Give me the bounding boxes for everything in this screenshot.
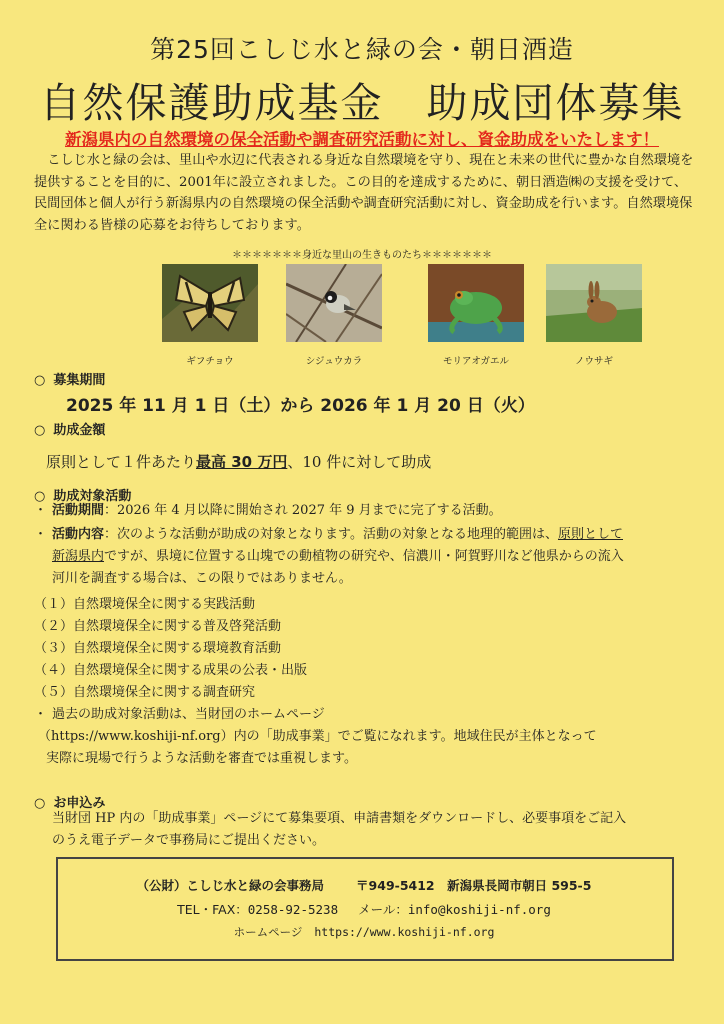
apply-text: 当財団 HP 内の「助成事業」ページにて募集要項、申請書類をダウンロードし、必要事項をご記入 [52, 811, 627, 826]
photo-caption: シジュウカラ [305, 356, 363, 367]
past-text-cont: 実際に現場で行うような活動を審査では重視します。 [46, 751, 357, 766]
activity-item: （４）自然環境保全に関する成果の公表・出版 [34, 663, 308, 678]
page-title: 自然保護助成基金 助成団体募集 [39, 79, 685, 127]
activity-content-label: 活動内容 [52, 527, 105, 542]
mail-link[interactable]: info@koshiji-nf.org [407, 902, 551, 917]
period-value: 2025 年 11 月 1 日（土）から 2026 年 1 月 20 日（火） [66, 396, 535, 416]
contact-line-org [56, 876, 672, 894]
bullet-dot: ・ [34, 527, 48, 542]
photo-caption: ノウサギ [574, 356, 613, 367]
amount-text-pre: 原則として１件あたり [46, 453, 197, 471]
photo-forest-green-tree-frog [428, 264, 524, 342]
mail-label: メール： [358, 902, 408, 917]
photo-japanese-hare [546, 264, 642, 342]
activity-content-line [34, 524, 694, 546]
section-heading-amount [34, 419, 105, 438]
activity-item: （１）自然環境保全に関する実践活動 [34, 597, 256, 612]
supertitle: 第25回こしじ水と緑の会・朝日酒造 [150, 35, 574, 64]
activity-content-cont [52, 546, 692, 568]
heading-text: お申込み [53, 796, 106, 811]
underlined-text: 原則として [557, 527, 623, 542]
amount-text-post: 、10 件に対して助成 [287, 453, 432, 471]
photo-caption: モリアオガエル [442, 356, 510, 367]
homepage-link[interactable]: https://www.koshiji-nf.org [314, 925, 495, 939]
section-heading-period [34, 369, 105, 388]
hp-label: ホームページ [233, 925, 303, 939]
amount-max: 最高 30 万円 [196, 453, 288, 471]
past-text: 過去の助成対象活動は、当財団のホームページ [52, 707, 325, 722]
underlined-text: 新潟県内 [52, 549, 105, 564]
activity-item: （３）自然環境保全に関する環境教育活動 [34, 641, 282, 656]
activity-period-line [34, 500, 694, 522]
photo-great-tit [286, 264, 382, 342]
bullet-dot: ・ [34, 503, 48, 518]
circle-bullet: ○ [34, 423, 46, 438]
apply-text: のうえ電子データで事務局にご提出ください。 [52, 833, 326, 848]
activity-content-text: ですが、県境に位置する山塊での動植物の研究や、信濃川・阿賀野川など他県からの流入 [104, 549, 624, 564]
circle-bullet: ○ [34, 489, 46, 504]
activity-period-text: ：2026 年 4 月以降に開始され 2027 年 9 月までに完了する活動。 [104, 503, 502, 518]
circle-bullet: ○ [34, 796, 46, 811]
activity-period-label: 活動期間 [52, 503, 105, 518]
tagline: 新潟県内の自然環境の保全活動や調査研究活動に対し、資金助成をいたします！ [65, 130, 659, 149]
contact-org: （公財）こしじ水と緑の会事務局 [136, 878, 325, 893]
past-activities-line [34, 704, 694, 726]
circle-bullet: ○ [34, 373, 46, 388]
activity-content-cont: 河川を調査する場合は、この限りではありません。 [52, 571, 352, 586]
activity-item: （２）自然環境保全に関する普及啓発活動 [34, 619, 282, 634]
activity-item: （５）自然環境保全に関する調査研究 [34, 685, 256, 700]
past-text-cont: （https://www.koshiji-nf.org）内の「助成事業」でご覧になれます。地域住民が主体となって [38, 729, 597, 744]
heading-text: 助成対象活動 [53, 489, 132, 504]
contact-line-tel [56, 900, 672, 918]
photo-gifu-butterfly [162, 264, 258, 342]
heading-text: 助成金額 [53, 423, 106, 438]
photo-heading: ＊＊＊＊＊＊＊身近な里山の生きものたち＊＊＊＊＊＊＊ [232, 250, 492, 261]
amount-text [46, 451, 431, 472]
tel-label: TEL・FAX： [177, 902, 248, 917]
bullet-dot: ・ [34, 707, 48, 722]
intro-paragraph: こしじ水と緑の会は、里山や水辺に代表される身近な自然環境を守り、現在と未来の世代に豊かな自然環境を提供することを目的に、2001年に設立されました。この目的を達成するために、朝日酒造㈱の支援を受けて、民間団体と個人が行う新潟県内の自然環境の保全活動や調査研究活動に対し、資金助成を行います。自然環境保全に関わる皆様の応募をお待ちしております。 [34, 153, 694, 233]
heading-text: 募集期間 [53, 373, 106, 388]
contact-line-hp [56, 924, 672, 940]
photo-caption: ギフチョウ [186, 356, 234, 367]
contact-address: 〒949-5412 新潟県長岡市朝日 595-5 [356, 878, 592, 893]
activity-content-text: ：次のような活動が助成の対象となります。活動の対象となる地理的範囲は、 [104, 527, 558, 542]
tel-number: 0258-92-5238 [247, 902, 339, 917]
